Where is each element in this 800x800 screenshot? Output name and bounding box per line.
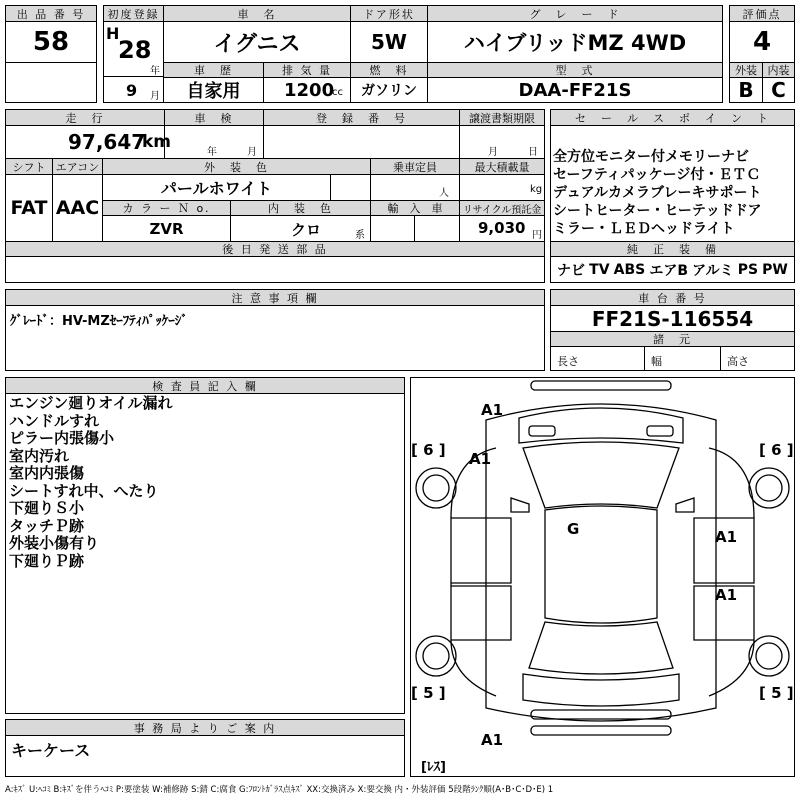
inspector-notes-label: 検 査 員 記 入 欄: [5, 377, 405, 394]
exterior-color-label: 外 装 色: [102, 158, 371, 175]
office-notes-label: 事 務 局 よ り ご 案 内: [5, 719, 405, 736]
tire-front-right: [ 6 ]: [759, 441, 794, 459]
aircon-value: AAC: [52, 174, 103, 242]
inspection-box: [164, 125, 264, 159]
transfer-day-unit: 日: [528, 147, 538, 158]
chassis-number-label: 車 台 番 号: [550, 289, 795, 306]
damage-mark: A1: [481, 731, 504, 749]
first-registration-year-box: [103, 21, 164, 77]
car-name-label: 車 名: [163, 5, 351, 22]
recycle-deposit-unit: 円: [532, 230, 542, 241]
max-load-label: 最大積載量: [459, 158, 545, 175]
inspector-note-line: 下廻りＰ跡: [9, 551, 85, 570]
inspector-note-line: 下廻りＳ小: [9, 499, 85, 517]
inspection-month-unit: 月: [247, 147, 257, 158]
recycle-deposit-label: リサイクル預託金: [459, 200, 545, 216]
sales-point-line: シートヒーター・ヒーテッドドア: [553, 203, 762, 219]
history-label: 車 歴: [163, 62, 264, 78]
registration-number-label: 登 録 番 号: [263, 109, 460, 126]
history-value: 自家用: [163, 77, 264, 103]
damage-mark: A1: [715, 528, 738, 546]
specs-label: 諸 元: [550, 331, 795, 347]
grade-label: グ レ ー ド: [427, 5, 723, 22]
displacement-value: 1200: [284, 80, 335, 101]
fuel-label: 燃 料: [350, 62, 428, 78]
door-type-value: 5W: [350, 21, 428, 63]
damage-mark: G: [567, 520, 580, 538]
color-number-value: ZVR: [102, 215, 231, 242]
displacement-label: 排 気 量: [263, 62, 351, 78]
equipment-item: TV: [589, 261, 610, 278]
era-letter: H: [106, 24, 120, 43]
inspector-note-line: 室内汚れ: [9, 446, 70, 465]
legend-footer: A:ｷｽﾞ U:ﾍｺﾐ B:ｷｽﾞを伴うﾍｺﾐ P:要塗装 W:補修跡 S:錆 C:腐食 G:ﾌﾛﾝﾄｶﾞﾗｽ点ｷｽﾞ XX:交換済み X:要交換 内・外装評価 5段階ﾗﾝｸ順(A･B･C･D･E) 1: [5, 785, 554, 795]
chassis-number-value: FF21S-116554: [550, 305, 795, 332]
interior-color-value: クロ: [291, 221, 322, 239]
import-value-a: [370, 215, 415, 242]
sales-points-label: セ ー ル ス ポ イ ン ト: [550, 109, 795, 126]
later-parts-label: 後 日 発 送 部 品: [5, 241, 545, 257]
car-outline-diagram: [411, 378, 794, 776]
inspector-note-line: 外装小傷有り: [9, 534, 100, 552]
transfer-deadline-box: [459, 125, 545, 159]
max-load-unit: kg: [530, 184, 543, 195]
fuel-value: ガソリン: [350, 77, 428, 103]
damage-mark: A1: [715, 586, 738, 604]
mileage-label: 走 行: [5, 109, 165, 126]
lot-number-blank: [5, 62, 97, 103]
capacity-unit: 人: [439, 188, 449, 199]
lot-number-value: 58: [5, 21, 97, 63]
color-number-label: カ ラ ー Ｎ o.: [102, 200, 231, 216]
equipment-item: PS: [737, 261, 759, 278]
recycle-deposit-value: 9,030: [478, 219, 526, 237]
aircon-label: エアコン: [52, 158, 103, 175]
max-load-box: [459, 174, 545, 201]
notes-label: 注 意 事 項 欄: [5, 289, 545, 306]
notes-text: ｸﾞﾚｰﾄﾞ：HV-MZｾｰﾌﾃｨﾊﾟｯｹｰｼﾞ: [10, 314, 188, 329]
interior-grade-label: 内装: [762, 62, 795, 78]
month-unit: 月: [150, 91, 160, 102]
transfer-deadline-label: 譲渡書類期限: [459, 109, 545, 126]
damage-diagram-box: [410, 377, 795, 777]
equipment-label: 純 正 装 備: [550, 241, 795, 257]
inspection-year-unit: 年: [207, 147, 217, 158]
mileage-value: 97,647: [68, 130, 146, 154]
interior-color-label: 内 装 色: [230, 200, 371, 216]
spec-width-box: [644, 346, 721, 371]
score-value: 4: [729, 21, 795, 63]
interior-grade-value: C: [762, 77, 795, 103]
later-parts-value: [5, 256, 545, 283]
spec-height-label: 高さ: [727, 355, 749, 368]
equipment-item: ナビ: [557, 262, 586, 279]
spare-tire-label: [ﾚｽ]: [421, 760, 446, 775]
tire-rear-left: [ 5 ]: [411, 684, 446, 702]
damage-mark: A1: [469, 450, 492, 468]
tire-rear-right: [ 5 ]: [759, 684, 794, 702]
import-value-b: [414, 215, 460, 242]
mileage-unit: km: [142, 132, 172, 152]
exterior-color-extra: [330, 174, 371, 201]
tire-front-left: [ 6 ]: [411, 441, 446, 459]
inspector-note-line: ハンドルすれ: [9, 411, 100, 430]
sales-point-line: デュアルカメラブレーキサポート: [553, 185, 762, 201]
exterior-grade-label: 外装: [729, 62, 763, 78]
exterior-color-value: パールホワイト: [102, 174, 331, 201]
inspector-note-line: 室内内張傷: [9, 464, 85, 482]
equipment-item: ABS: [613, 261, 646, 278]
equipment-list: [550, 256, 795, 283]
shift-label: シフト: [5, 158, 53, 175]
inspector-note-line: ピラー内張傷小: [9, 429, 115, 447]
inspector-note-line: シートすれ中、へたり: [9, 481, 159, 500]
model-label: 型 式: [427, 62, 723, 78]
spec-length-label: 長さ: [557, 355, 579, 368]
spec-width-label: 幅: [651, 355, 662, 368]
registration-number-value: [263, 125, 460, 159]
displacement-unit: cc: [332, 87, 343, 98]
mileage-box: [5, 125, 172, 159]
model-value: DAA-FF21S: [427, 77, 723, 103]
damage-mark: A1: [481, 401, 504, 419]
inspector-note-line: タッチＰ跡: [9, 516, 85, 535]
inspector-notes-box: [5, 393, 405, 714]
notes-box: [5, 305, 545, 371]
registration-year: 28: [118, 36, 152, 64]
lot-number-label: 出 品 番 号: [5, 5, 97, 22]
import-label: 輸 入 車: [370, 200, 460, 216]
sales-points-box: [550, 125, 795, 242]
inspector-note-line: エンジン廻りオイル漏れ: [9, 394, 173, 412]
grade-value: ハイブリッドMZ 4WD: [427, 21, 723, 63]
exterior-grade-value: B: [729, 77, 763, 103]
year-unit: 年: [150, 66, 160, 77]
inspection-label: 車 検: [164, 109, 264, 126]
first-registration-month-box: [103, 76, 164, 103]
door-type-label: ドア形状: [350, 5, 428, 22]
transfer-month-unit: 月: [488, 147, 498, 158]
office-notes-box: [5, 735, 405, 777]
registration-month: 9: [126, 81, 138, 100]
score-label: 評価点: [729, 5, 795, 22]
equipment-item: エアB: [649, 262, 689, 279]
sales-point-line: セーフティパッケージ付・ＥＴＣ: [553, 167, 761, 183]
car-name-value: イグニス: [163, 21, 351, 63]
shift-value: FAT: [5, 174, 53, 242]
office-notes-text: キーケース: [11, 741, 91, 760]
first-registration-label: 初度登録: [103, 5, 164, 22]
spec-height-box: [720, 346, 795, 371]
equipment-item: PW: [762, 261, 788, 278]
sales-point-line: 全方位モニター付メモリーナビ: [553, 149, 749, 165]
recycle-deposit-box: [459, 215, 545, 242]
displacement-box: [263, 77, 351, 103]
spec-length-box: [550, 346, 645, 371]
capacity-box: [370, 174, 460, 201]
equipment-item: アルミ: [692, 262, 734, 279]
interior-color-unit: 系: [355, 230, 365, 241]
sales-point-line: ミラー・ＬＥＤヘッドライト: [553, 221, 735, 237]
interior-color-box: [230, 215, 371, 242]
capacity-label: 乗車定員: [370, 158, 460, 175]
